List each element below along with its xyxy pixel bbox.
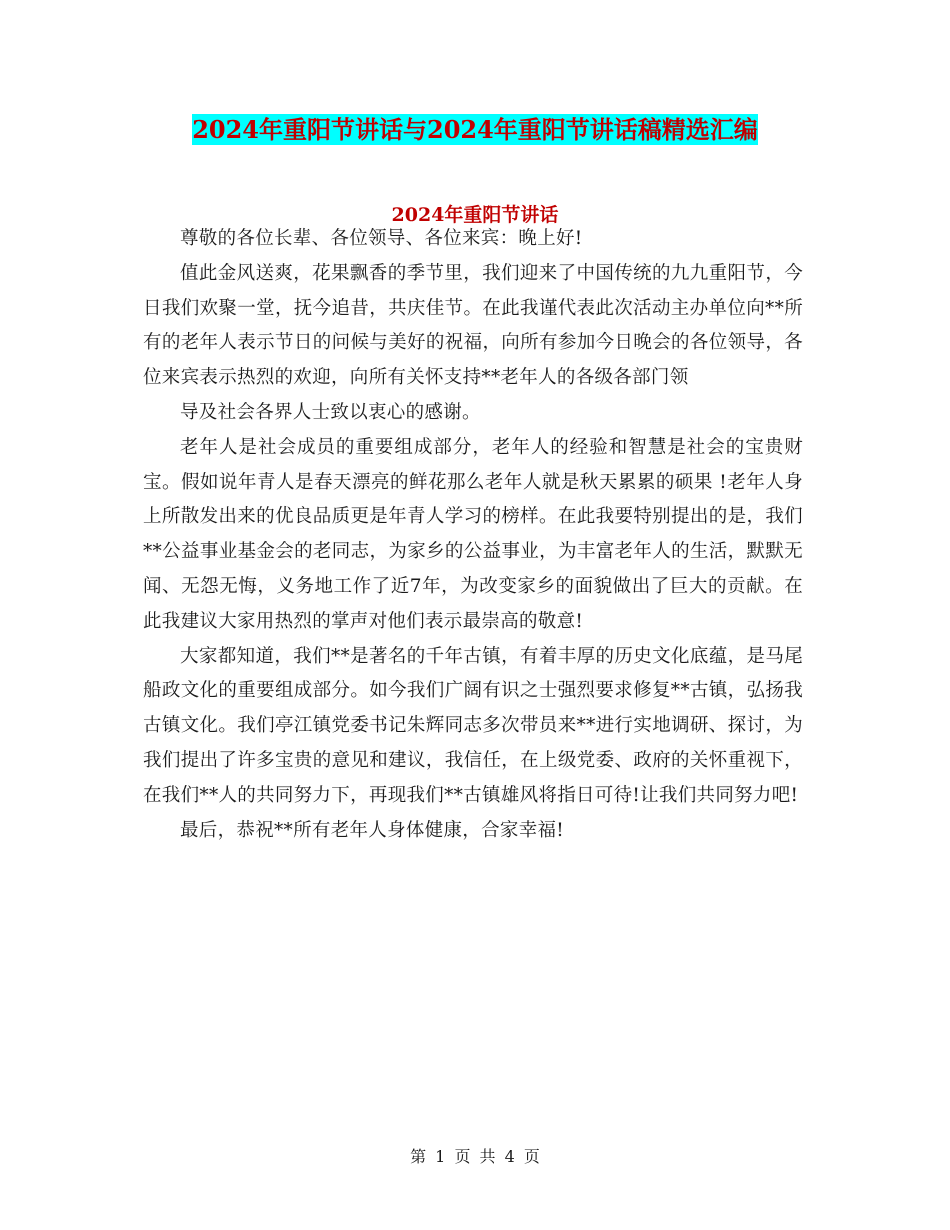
- page-indicator: 第 1 页 共 4 页: [410, 1147, 540, 1166]
- document-title: [0, 112, 950, 148]
- document-body: [143, 222, 803, 848]
- paragraph-elders: 老年人是社会成员的重要组成部分，老年人的经验和智慧是社会的宝贵财宝。假如说年青人是春天漂亮的鲜花那么老年人就是秋天累累的硕果 !老年人身上所散发出来的优良品质更是年青人学习的榜样。在此我要特别提出的是，我们**公益事业基金会的老同志，为家乡的公益事业，为丰富老年人的生活，默默无闻、无怨无悔，义务地工作了近7年，为改变家乡的面貌做出了巨大的贡献。在此我建议大家用热烈的掌声对他们表示最崇高的敬意!: [143, 436, 803, 632]
- paragraph-welcome: 值此金风送爽，花果飘香的季节里，我们迎来了中国传统的九九重阳节，今日我们欢聚一堂，抚今追昔，共庆佳节。在此我谨代表此次活动主办单位向**所有的老年人表示节日的问候与美好的祝福，向所有参加今日晚会的各位领导，各位来宾表示热烈的欢迎，向所有关怀支持**老年人的各级各部门领: [143, 262, 803, 389]
- paragraph-greeting: 尊敬的各位长辈、各位领导、各位来宾：晚上好!: [180, 228, 583, 249]
- section-title: 2024年重阳节讲话: [391, 204, 559, 226]
- document-title-highlight: 2024年重阳节讲话与2024年重阳节讲话稿精选汇编: [192, 115, 758, 144]
- paragraph-thanks: 导及社会各界人士致以衷心的感谢。: [180, 401, 481, 423]
- paragraph-town: 大家都知道，我们**是著名的千年古镇，有着丰厚的历史文化底蕴，是马尾船政文化的重要组成部分。如今我们广阔有识之士强烈要求修复**古镇，弘扬我古镇文化。我们亭江镇党委书记朱辉同志多次带员来**进行实地调研、探讨，为我们提出了许多宝贵的意见和建议，我信任，在上级党委、政府的关怀重视下，在我们**人的共同努力下，再现我们**古镇雄风将指日可待!让我们共同努力吧!: [143, 645, 803, 806]
- paragraph-closing: 最后，恭祝**所有老年人身体健康，合家幸福!: [180, 819, 565, 841]
